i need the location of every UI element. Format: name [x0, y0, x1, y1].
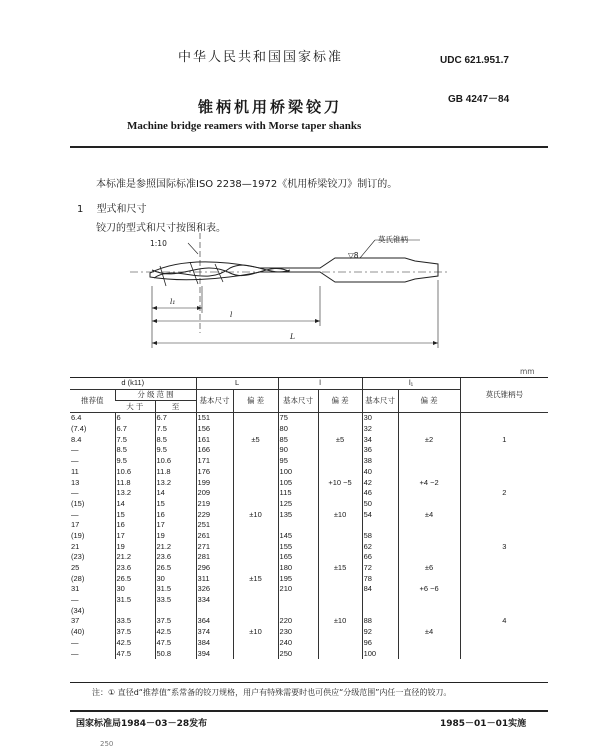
cell-l1: [362, 520, 398, 531]
cell-l1t: [398, 456, 460, 467]
cell-to: 31.5: [155, 584, 196, 595]
cell-lt: [318, 595, 362, 606]
cell-L: 394: [196, 648, 233, 659]
cell-lt: [318, 573, 362, 584]
cell-l: 250: [278, 648, 318, 659]
cell-m: [460, 531, 548, 542]
cell-from: 37.5: [115, 627, 155, 638]
cell-l: [278, 605, 318, 616]
cell-l: 195: [278, 573, 318, 584]
cell-m: [460, 627, 548, 638]
cell-Lt: [233, 531, 278, 542]
cell-L: 229: [196, 509, 233, 520]
cell-rec: (40): [71, 627, 85, 637]
cell-l: [278, 595, 318, 606]
cell-Lt: ±10: [233, 509, 278, 520]
header-range-from: 大 于: [115, 401, 155, 413]
cell-lt: +10 −5: [318, 477, 362, 488]
cell-m: 3: [460, 541, 548, 552]
cell-from: 17: [115, 531, 155, 542]
cell-l1t: [398, 638, 460, 649]
cell-l1t: ±4: [398, 627, 460, 638]
cell-L: 311: [196, 573, 233, 584]
header-range-to: 至: [155, 401, 196, 413]
table-note: 注：① 直径d“推荐值”系常备的铰刀规格，用户有特殊需要时也可供应“分级范围”内任一直径的铰刀。: [92, 688, 452, 697]
cell-m: [460, 595, 548, 606]
cell-to: 50.8: [155, 648, 196, 659]
cell-l1: 30: [362, 413, 398, 424]
cell-Lt: ±5: [233, 434, 278, 445]
cell-l: 165: [278, 552, 318, 563]
header-L: L: [196, 378, 278, 389]
cell-to: 26.5: [155, 563, 196, 574]
cell-rec: 25: [71, 563, 80, 573]
cell-rec: 21: [71, 541, 80, 551]
cell-lt: ±5: [318, 434, 362, 445]
cell-Lt: [233, 595, 278, 606]
cell-L: 151: [196, 413, 233, 424]
cell-rec: —: [71, 488, 79, 498]
cell-m: [460, 424, 548, 435]
table-row: [70, 477, 548, 488]
cell-Lt: [233, 584, 278, 595]
cell-to: 33.5: [155, 595, 196, 606]
cell-l1t: [398, 499, 460, 510]
cell-l1t: [398, 413, 460, 424]
cell-rec: —: [71, 595, 79, 605]
cell-m: [460, 445, 548, 456]
cell-from: 23.6: [115, 563, 155, 574]
cell-lt: [318, 467, 362, 478]
cell-lt: [318, 584, 362, 595]
cell-m: [460, 584, 548, 595]
cell-lt: [318, 648, 362, 659]
cell-lt: [318, 424, 362, 435]
cell-l: 100: [278, 467, 318, 478]
cell-lt: [318, 638, 362, 649]
taper-angle-label: 1:10: [150, 239, 167, 248]
cell-l: 135: [278, 509, 318, 520]
cell-l1t: [398, 488, 460, 499]
udc-number: UDC 621.951.7: [440, 55, 509, 66]
cell-l1: 34: [362, 434, 398, 445]
cell-l: 180: [278, 563, 318, 574]
cell-Lt: [233, 477, 278, 488]
cell-L: 176: [196, 467, 233, 478]
cell-rec: —: [71, 445, 79, 455]
table-row: [70, 595, 548, 606]
cell-from: 11.8: [115, 477, 155, 488]
table-row: [70, 584, 548, 595]
morse-taper-label: 莫氏锥柄: [378, 235, 408, 244]
cell-l: 125: [278, 499, 318, 510]
table-row: [70, 573, 548, 584]
cell-l: 145: [278, 531, 318, 542]
cell-L: 166: [196, 445, 233, 456]
section-text: 铰刀的型式和尺寸按图和表。: [96, 223, 226, 234]
taper-leader: [360, 240, 375, 258]
cell-rec: —: [71, 456, 79, 466]
cell-L: 199: [196, 477, 233, 488]
cell-l1: 40: [362, 467, 398, 478]
cell-l1: 92: [362, 627, 398, 638]
cell-to: 30: [155, 573, 196, 584]
cell-to: 6.7: [155, 413, 196, 424]
section-heading: [77, 200, 147, 215]
cell-l1t: [398, 648, 460, 659]
header-rec: 推荐值: [70, 389, 115, 412]
cell-from: [115, 605, 155, 616]
cell-L: 271: [196, 541, 233, 552]
dimension-table: [70, 378, 548, 659]
cell-m: 1: [460, 434, 548, 445]
table-bottom-rule: [70, 682, 548, 683]
cell-to: 47.5: [155, 638, 196, 649]
footer-rule: [70, 710, 548, 712]
cell-lt: [318, 520, 362, 531]
cell-from: 16: [115, 520, 155, 531]
cell-l: 105: [278, 477, 318, 488]
cell-lt: ±15: [318, 563, 362, 574]
cell-Lt: ±10: [233, 627, 278, 638]
cell-m: [460, 638, 548, 649]
cell-rec: (34): [71, 605, 85, 615]
cell-rec: (19): [71, 530, 85, 540]
cell-l1t: ±6: [398, 563, 460, 574]
cell-Lt: [233, 467, 278, 478]
cell-L: 384: [196, 638, 233, 649]
cell-from: 8.5: [115, 445, 155, 456]
header-l-tol: 偏 差: [318, 389, 362, 412]
cell-l: 80: [278, 424, 318, 435]
cell-L: 209: [196, 488, 233, 499]
cell-l1: 62: [362, 541, 398, 552]
table-row: [70, 520, 548, 531]
table-body: [70, 413, 548, 659]
cell-l1: [362, 595, 398, 606]
cell-l1t: [398, 616, 460, 627]
cell-to: 9.5: [155, 445, 196, 456]
cell-l: 75: [278, 413, 318, 424]
header-l1-tol: 偏 差: [398, 389, 460, 412]
unit-label: mm: [520, 367, 535, 376]
cell-l1: 88: [362, 616, 398, 627]
cell-from: 31.5: [115, 595, 155, 606]
table-row: [70, 413, 548, 424]
cell-Lt: ±15: [233, 573, 278, 584]
cell-l1t: [398, 541, 460, 552]
table-row: [70, 531, 548, 542]
cell-rec: (7.4): [71, 424, 87, 434]
cell-to: 15: [155, 499, 196, 510]
cell-from: 10.6: [115, 467, 155, 478]
table-row: [70, 541, 548, 552]
cell-L: 364: [196, 616, 233, 627]
cell-m: [460, 605, 548, 616]
table-row: [70, 616, 548, 627]
cell-from: 13.2: [115, 488, 155, 499]
cell-L: 171: [196, 456, 233, 467]
cell-m: [460, 456, 548, 467]
cell-l1: 46: [362, 488, 398, 499]
surface-finish-mark: ▽8: [348, 251, 359, 260]
cell-l: 230: [278, 627, 318, 638]
cell-m: [460, 509, 548, 520]
national-standard-heading: 中华人民共和国国家标准: [178, 50, 344, 65]
table-row: [70, 456, 548, 467]
header-l: l: [278, 378, 362, 389]
cell-l1t: [398, 605, 460, 616]
header-L-tol: 偏 差: [233, 389, 278, 412]
cell-l1: [362, 605, 398, 616]
cell-l1: 36: [362, 445, 398, 456]
cell-L: [196, 605, 233, 616]
header-l-basic: 基本尺寸: [278, 389, 318, 412]
cell-L: 156: [196, 424, 233, 435]
cell-rec: 11: [71, 466, 79, 476]
effective-date: 1985－01－01实施: [440, 719, 527, 729]
cell-to: 23.6: [155, 552, 196, 563]
table-row: [70, 638, 548, 649]
cell-m: [460, 520, 548, 531]
cell-lt: [318, 413, 362, 424]
cell-from: 15: [115, 509, 155, 520]
cell-from: 9.5: [115, 456, 155, 467]
header-d: d (k11): [70, 378, 196, 389]
cell-Lt: [233, 541, 278, 552]
cell-from: 6.7: [115, 424, 155, 435]
cell-l: 220: [278, 616, 318, 627]
cell-l1: 72: [362, 563, 398, 574]
cell-l1: 50: [362, 499, 398, 510]
section-number: 1: [77, 204, 84, 215]
cell-L: 219: [196, 499, 233, 510]
cell-Lt: [233, 413, 278, 424]
cell-l1: 66: [362, 552, 398, 563]
cell-to: 19: [155, 531, 196, 542]
intro-paragraph: 本标准是参照国际标准ISO 2238—1972《机用桥梁铰刀》制订的。: [96, 179, 398, 190]
table-row: [70, 499, 548, 510]
header-morse: 莫氏锥柄号: [460, 378, 548, 413]
document-title-en: Machine bridge reamers with Morse taper shanks: [127, 120, 362, 132]
cell-to: 37.5: [155, 616, 196, 627]
cell-l1: 96: [362, 638, 398, 649]
cell-lt: ±10: [318, 616, 362, 627]
cell-l1: 54: [362, 509, 398, 520]
cell-rec: —: [71, 637, 79, 647]
cell-rec: —: [71, 509, 79, 519]
cell-to: [155, 605, 196, 616]
cell-l1t: [398, 531, 460, 542]
cell-from: 42.5: [115, 638, 155, 649]
cell-to: 11.8: [155, 467, 196, 478]
cell-L: 334: [196, 595, 233, 606]
table-row: [70, 488, 548, 499]
cell-lt: [318, 605, 362, 616]
cell-from: 30: [115, 584, 155, 595]
cell-from: 6: [115, 413, 155, 424]
cell-lt: [318, 552, 362, 563]
cell-to: 13.2: [155, 477, 196, 488]
cell-l: 95: [278, 456, 318, 467]
cell-from: 21.2: [115, 552, 155, 563]
cell-lt: [318, 488, 362, 499]
table-row: [70, 467, 548, 478]
cell-L: 296: [196, 563, 233, 574]
cell-l1t: [398, 595, 460, 606]
cell-rec: 8.4: [71, 434, 82, 444]
cell-Lt: [233, 488, 278, 499]
cell-m: [460, 477, 548, 488]
cell-L: 374: [196, 627, 233, 638]
cell-to: 7.5: [155, 424, 196, 435]
cell-l: [278, 520, 318, 531]
cell-m: [460, 573, 548, 584]
header-l1-basic: 基本尺寸: [362, 389, 398, 412]
cell-l1t: [398, 445, 460, 456]
table-row: [70, 605, 548, 616]
cell-from: 26.5: [115, 573, 155, 584]
table-row: [70, 445, 548, 456]
cell-l1t: [398, 520, 460, 531]
cell-l1t: +6 −6: [398, 584, 460, 595]
cell-l1: 84: [362, 584, 398, 595]
document-title-cn: 锥柄机用桥梁铰刀: [198, 98, 343, 116]
cell-to: 42.5: [155, 627, 196, 638]
cell-Lt: [233, 456, 278, 467]
cell-Lt: [233, 648, 278, 659]
table-row: [70, 627, 548, 638]
header-L-basic: 基本尺寸: [196, 389, 233, 412]
table-row: [70, 434, 548, 445]
cell-l: 115: [278, 488, 318, 499]
cell-m: [460, 552, 548, 563]
header-range: 分 级 范 围: [115, 389, 196, 401]
dim-label-L: L: [290, 332, 295, 341]
cell-from: 47.5: [115, 648, 155, 659]
cell-l: 210: [278, 584, 318, 595]
cell-l1: 32: [362, 424, 398, 435]
cell-to: 17: [155, 520, 196, 531]
cell-L: 261: [196, 531, 233, 542]
table-row: [70, 424, 548, 435]
cell-l: 90: [278, 445, 318, 456]
cell-m: 4: [460, 616, 548, 627]
cell-m: 2: [460, 488, 548, 499]
cell-l1: 100: [362, 648, 398, 659]
cell-m: [460, 467, 548, 478]
cell-rec: (28): [71, 573, 85, 583]
table-row: [70, 563, 548, 574]
cell-to: 16: [155, 509, 196, 520]
cell-Lt: [233, 638, 278, 649]
cell-lt: [318, 499, 362, 510]
cell-rec: 17: [71, 520, 80, 530]
header-l1: l₁: [362, 378, 460, 389]
cell-to: 10.6: [155, 456, 196, 467]
cell-l1t: [398, 552, 460, 563]
cell-rec: 31: [71, 584, 80, 594]
cell-lt: [318, 456, 362, 467]
cell-l1t: ±2: [398, 434, 460, 445]
page-number: 250: [100, 740, 114, 748]
cell-l1t: [398, 467, 460, 478]
cell-L: 326: [196, 584, 233, 595]
gb-number: GB 4247－84: [448, 94, 510, 105]
cell-Lt: [233, 605, 278, 616]
cell-rec: —: [71, 648, 79, 658]
cell-from: 7.5: [115, 434, 155, 445]
cell-l1t: ±4: [398, 509, 460, 520]
cell-lt: [318, 531, 362, 542]
cell-lt: [318, 627, 362, 638]
cell-Lt: [233, 445, 278, 456]
cell-l1: 78: [362, 573, 398, 584]
cell-to: 14: [155, 488, 196, 499]
section-title: 型式和尺寸: [96, 204, 147, 215]
cell-Lt: [233, 552, 278, 563]
table-row: [70, 552, 548, 563]
cell-lt: [318, 445, 362, 456]
table-row: [70, 648, 548, 659]
cell-m: [460, 648, 548, 659]
cell-Lt: [233, 499, 278, 510]
cell-to: 8.5: [155, 434, 196, 445]
cell-lt: ±10: [318, 509, 362, 520]
cell-Lt: [233, 424, 278, 435]
cell-L: 281: [196, 552, 233, 563]
dim-label-l1: l₁: [170, 297, 176, 306]
cell-L: 251: [196, 520, 233, 531]
cell-Lt: [233, 616, 278, 627]
cell-lt: [318, 541, 362, 552]
cell-Lt: [233, 520, 278, 531]
cell-rec: (23): [71, 552, 85, 562]
cell-Lt: [233, 563, 278, 574]
cell-rec: 6.4: [71, 413, 82, 423]
table-row: [70, 509, 548, 520]
issue-date: 国家标准局1984－03－28发布: [76, 719, 208, 729]
cell-l1: 38: [362, 456, 398, 467]
cell-l: 240: [278, 638, 318, 649]
cell-m: [460, 499, 548, 510]
cell-l1t: [398, 573, 460, 584]
cell-l1t: +4 −2: [398, 477, 460, 488]
cell-l: 155: [278, 541, 318, 552]
cell-l1: 58: [362, 531, 398, 542]
cell-from: 33.5: [115, 616, 155, 627]
dim-label-l: l: [230, 310, 233, 319]
cell-l1t: [398, 424, 460, 435]
cell-l: 85: [278, 434, 318, 445]
cell-rec: (15): [71, 498, 85, 508]
cell-from: 14: [115, 499, 155, 510]
cell-l1: 42: [362, 477, 398, 488]
cell-to: 21.2: [155, 541, 196, 552]
cell-rec: 37: [71, 616, 80, 626]
cell-m: [460, 563, 548, 574]
cell-from: 19: [115, 541, 155, 552]
header-rule: [70, 146, 548, 148]
cell-m: [460, 413, 548, 424]
cell-L: 161: [196, 434, 233, 445]
cell-rec: 13: [71, 477, 80, 487]
